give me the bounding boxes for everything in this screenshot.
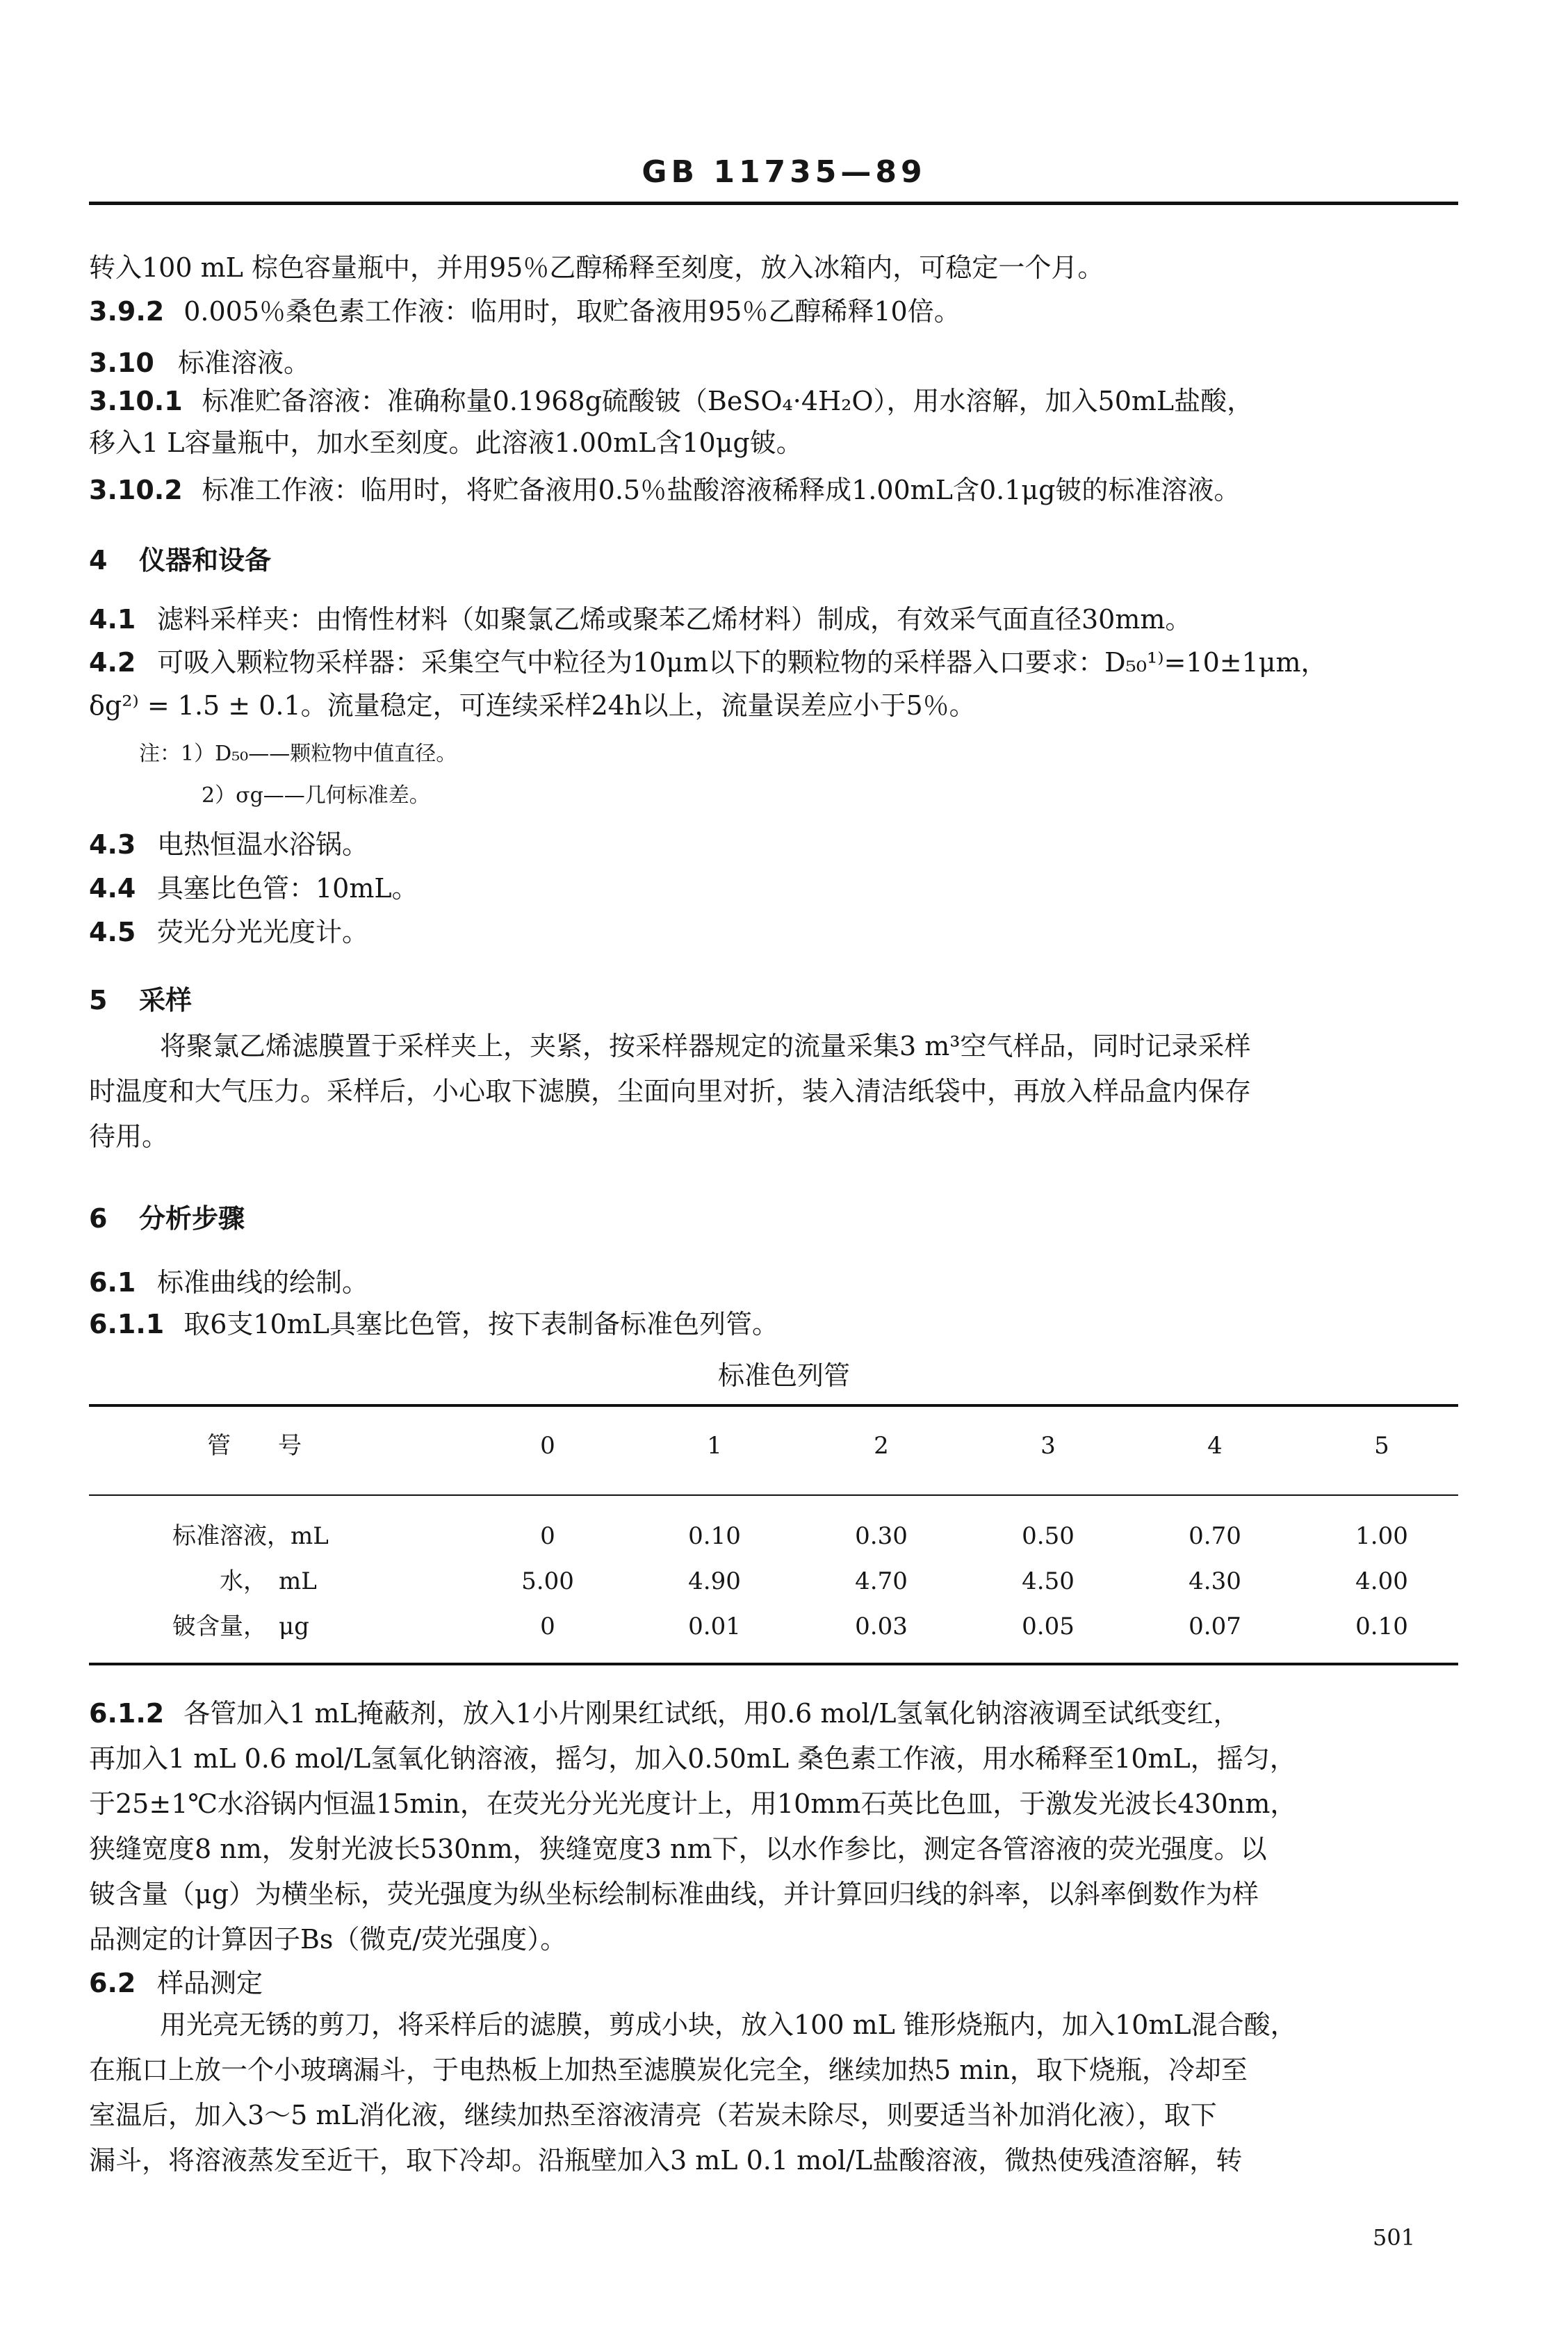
clause-4-4 [89, 871, 1458, 906]
clause-6-1-2-line-4: 狭缝宽度8 nm，发射光波长530nm，狭缝宽度3 nm下，以水作参比，测定各管溶液的荧光强度。以 [89, 1834, 1267, 1864]
clause-6-2 [89, 1966, 1458, 2000]
section-number: 4 [89, 545, 108, 576]
clause-3-10-1-cont: 移入1 L容量瓶中，加水至刻度。此溶液1.00mL含10μg铍。 [89, 427, 803, 458]
clause-number: 4.5 [89, 917, 136, 947]
table-row [89, 1606, 1458, 1647]
table-cell: 1.00 [1355, 1522, 1408, 1550]
clause-4-3 [89, 827, 1458, 862]
clause-text: 各管加入1 mL掩蔽剂，放入1小片刚果红试纸，用0.6 mol/L氢氧化钠溶液调至试纸变红， [183, 1698, 1240, 1729]
table-cell: 4.00 [1355, 1567, 1408, 1595]
clause-number: 4.2 [89, 647, 136, 678]
clause-4-2 [89, 645, 1458, 680]
table-cell: 4.50 [1022, 1567, 1075, 1595]
clause-number: 3.10.1 [89, 386, 183, 416]
paragraph-6-2-line-4: 漏斗，将溶液蒸发至近干，取下冷却。沿瓶壁加入3 mL 0.1 mol/L盐酸溶液，微热使残渣溶解，转 [89, 2145, 1243, 2176]
section-heading-6 [89, 1201, 1458, 1236]
section-heading-5 [89, 983, 1458, 1018]
standard-code-header: GB 11735—89 [642, 154, 926, 190]
table-cell: 0.03 [855, 1613, 908, 1640]
clause-number: 3.10 [89, 348, 154, 378]
table-cell: 0.10 [688, 1522, 741, 1550]
clause-3-10 [89, 345, 1458, 380]
clause-6-1-1 [89, 1307, 1458, 1342]
table-header-rule [89, 1494, 1458, 1496]
clause-text: 可吸入颗粒物采样器：采集空气中粒径为10μm以下的颗粒物的采样器入口要求：D₅₀¹⁾=10±1μm， [157, 647, 1328, 678]
clause-3-9-2 [89, 294, 1458, 329]
clause-text: 标准溶液。 [178, 348, 311, 378]
paragraph-6-2-line-3: 室温后，加入3～5 mL消化液，继续加热至溶液清亮（若炭未除尽，则要适当补加消化液），取下 [89, 2100, 1217, 2130]
clause-number: 3.9.2 [89, 296, 165, 327]
section-heading-4 [89, 543, 1458, 578]
table-cell: 0.05 [1022, 1613, 1075, 1640]
row-label: 水， mL [172, 1567, 317, 1595]
clause-number: 6.2 [89, 1968, 136, 1998]
footnote-1: 注：1）D₅₀——颗粒物中值直径。 [139, 742, 457, 766]
footnote-2: 2）σg——几何标准差。 [202, 783, 430, 808]
row-label: 铍含量， μg [172, 1613, 309, 1640]
clause-6-1-2-line-3: 于25±1℃水浴锅内恒温15min，在荧光分光光度计上，用10mm石英比色皿，于激发光波长430nm， [89, 1788, 1297, 1819]
clause-text: 滤料采样夹：由惰性材料（如聚氯乙烯或聚苯乙烯材料）制成，有效采气面直径30mm。 [157, 604, 1192, 635]
table-cell: 0.01 [688, 1613, 741, 1640]
table-header-row [89, 1425, 1458, 1467]
clause-text: 样品测定 [157, 1968, 263, 1998]
clause-text: 电热恒温水浴锅。 [157, 829, 369, 860]
paragraph-5-line-3: 待用。 [89, 1121, 169, 1152]
tube-number: 3 [1040, 1432, 1056, 1460]
table-cell: 0 [540, 1613, 555, 1640]
clause-number: 6.1.1 [89, 1309, 165, 1339]
table-cell: 0.50 [1022, 1522, 1075, 1550]
clause-6-1-2-line-2: 再加入1 mL 0.6 mol/L氢氧化钠溶液，摇匀，加入0.50mL 桑色素工作液，用水稀释至10mL，摇匀， [89, 1743, 1296, 1774]
paragraph-5-line-2: 时温度和大气压力。采样后，小心取下滤膜，尘面向里对折，装入清洁纸袋中，再放入样品盒内保存 [89, 1076, 1252, 1107]
clause-6-1 [89, 1265, 1458, 1300]
section-title: 采样 [139, 985, 193, 1016]
table-cell: 0.10 [1355, 1613, 1408, 1640]
table-cell: 4.70 [855, 1567, 908, 1595]
section-number: 6 [89, 1203, 108, 1234]
table-row [89, 1560, 1458, 1602]
clause-4-2-cont: δg²⁾ = 1.5 ± 0.1。流量稳定，可连续采样24h以上，流量误差应小于5％。 [89, 690, 976, 721]
table-cell: 4.90 [688, 1567, 741, 1595]
clause-number: 3.10.2 [89, 475, 183, 505]
row-label: 标准溶液，mL [172, 1522, 329, 1550]
clause-number: 4.1 [89, 604, 136, 635]
tube-number: 5 [1374, 1432, 1389, 1460]
section-title: 分析步骤 [139, 1203, 245, 1234]
clause-text: 标准贮备溶液：准确称量0.1968g硫酸铍（BeSO₄·4H₂O），用水溶解，加入50mL盐酸， [202, 386, 1254, 416]
section-title: 仪器和设备 [139, 545, 272, 576]
table-header-label: 管 号 [207, 1432, 302, 1460]
tube-number: 2 [874, 1432, 889, 1460]
clause-text: 标准曲线的绘制。 [157, 1267, 369, 1298]
table-cell: 4.30 [1189, 1567, 1241, 1595]
tube-number: 4 [1207, 1432, 1223, 1460]
page-number: 501 [1373, 2224, 1416, 2251]
tube-number: 1 [707, 1432, 722, 1460]
table-row [89, 1515, 1458, 1557]
clause-text: 荧光分光光度计。 [157, 917, 369, 947]
clause-number: 6.1 [89, 1267, 136, 1298]
clause-text: 0.005％桑色素工作液：临用时，取贮备液用95％乙醇稀释10倍。 [183, 296, 961, 327]
tube-number: 0 [540, 1432, 555, 1460]
text-line-continuation: 转入100 mL 棕色容量瓶中，并用95％乙醇稀释至刻度，放入冰箱内，可稳定一个月。 [89, 252, 1104, 283]
table-top-rule [89, 1404, 1458, 1407]
table-cell: 0.07 [1189, 1613, 1241, 1640]
clause-number: 6.1.2 [89, 1698, 165, 1729]
table-cell: 0.30 [855, 1522, 908, 1550]
header-rule [89, 202, 1458, 205]
clause-6-1-2-line-5: 铍含量（μg）为横坐标，荧光强度为纵坐标绘制标准曲线，并计算回归线的斜率，以斜率倒数作为样 [89, 1879, 1259, 1909]
clause-4-5 [89, 915, 1458, 949]
clause-6-1-2 [89, 1696, 1458, 1731]
paragraph-5-line-1: 将聚氯乙烯滤膜置于采样夹上，夹紧，按采样器规定的流量采集3 m³空气样品，同时记录采样 [160, 1031, 1251, 1061]
clause-text: 具塞比色管：10mL。 [157, 873, 418, 904]
section-number: 5 [89, 985, 108, 1016]
paragraph-6-2-line-2: 在瓶口上放一个小玻璃漏斗，于电热板上加热至滤膜炭化完全，继续加热5 min，取下烧瓶，冷却至 [89, 2055, 1248, 2085]
clause-number: 4.4 [89, 873, 136, 904]
clause-number: 4.3 [89, 829, 136, 860]
clause-text: 取6支10mL具塞比色管，按下表制备标准色列管。 [183, 1309, 779, 1339]
clause-3-10-2 [89, 473, 1458, 507]
table-cell: 0.70 [1189, 1522, 1241, 1550]
table-bottom-rule [89, 1663, 1458, 1665]
paragraph-6-2-line-1: 用光亮无锈的剪刀，将采样后的滤膜，剪成小块，放入100 mL 锥形烧瓶内，加入10mL混合酸， [160, 2009, 1297, 2040]
table-cell: 0 [540, 1522, 555, 1550]
clause-3-10-1 [89, 384, 1458, 418]
clause-text: 标准工作液：临用时，将贮备液用0.5％盐酸溶液稀释成1.00mL含0.1μg铍的标准溶液。 [202, 475, 1241, 505]
table-caption: 标准色列管 [717, 1360, 850, 1391]
clause-4-1 [89, 602, 1458, 637]
table-cell: 5.00 [521, 1567, 574, 1595]
clause-6-1-2-line-6: 品测定的计算因子Bs（微克/荧光强度）。 [89, 1924, 567, 1955]
